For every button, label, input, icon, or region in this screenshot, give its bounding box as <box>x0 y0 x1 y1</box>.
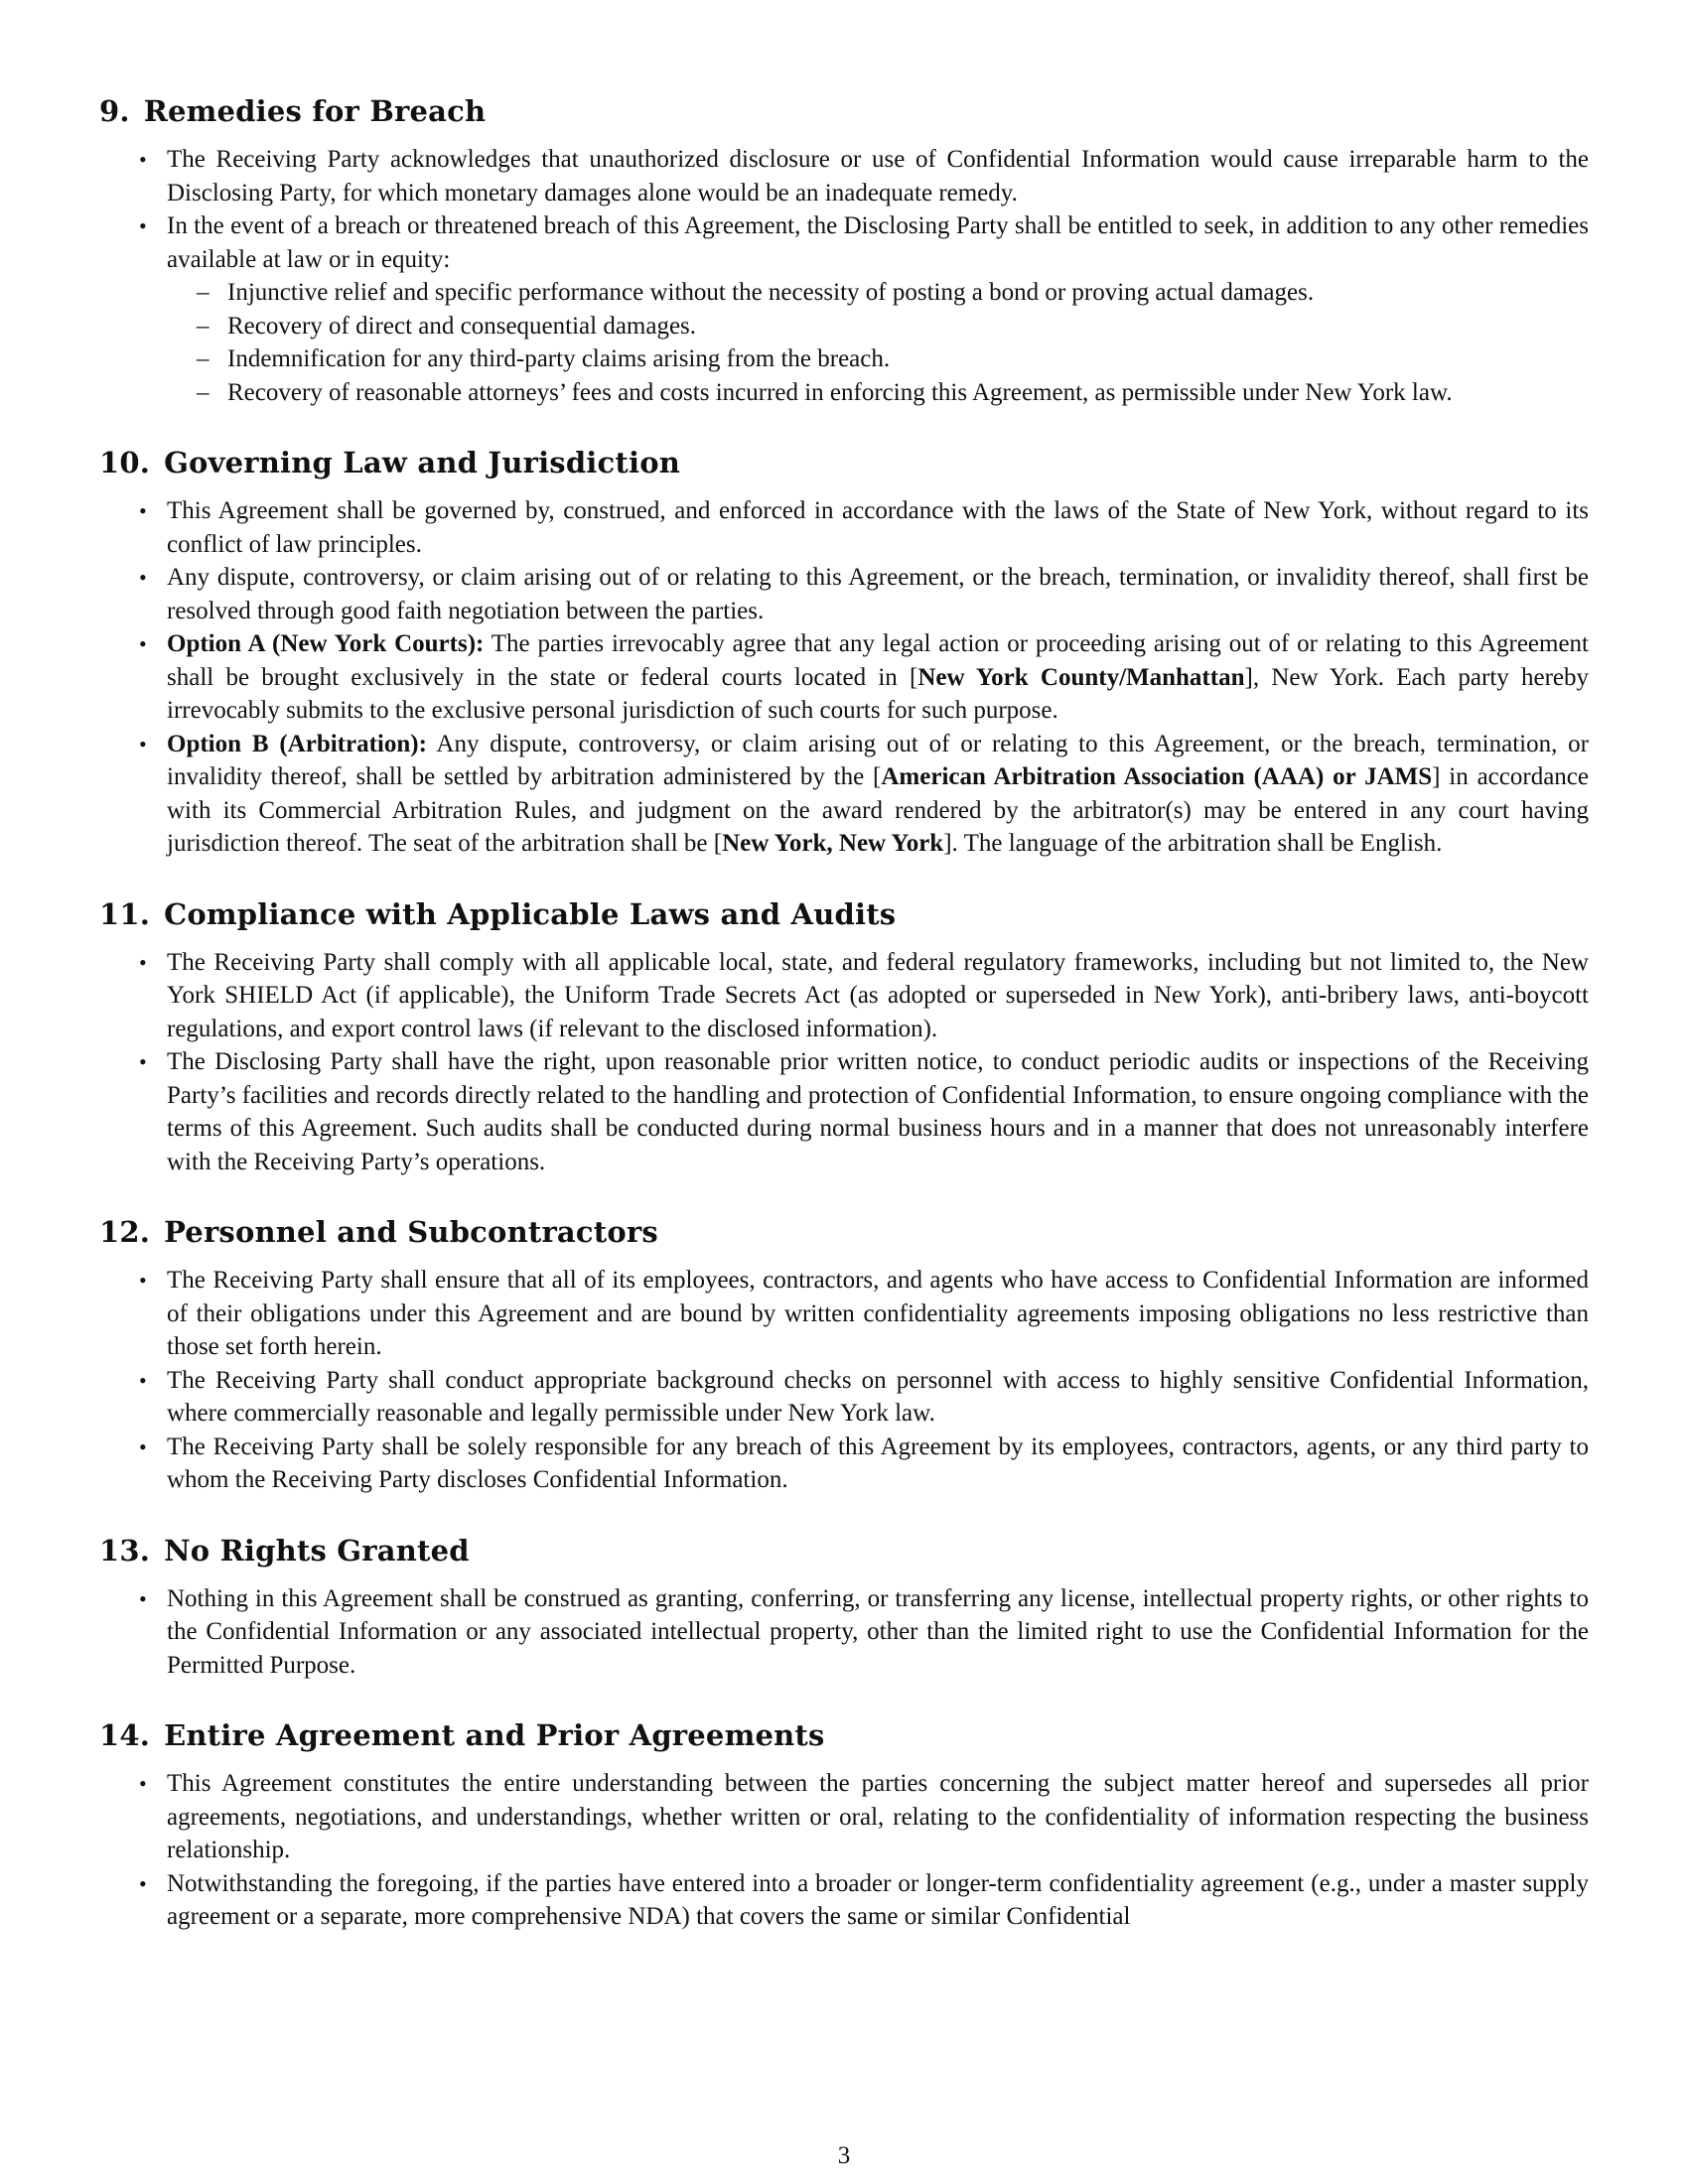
section-title: Governing Law and Jurisdiction <box>164 446 681 479</box>
sub-list-item: – Injunctive relief and specific performance without the necessity of posting a bond or proving actual damages. <box>167 276 1589 310</box>
section-number: 12. <box>99 1215 151 1249</box>
section-heading <box>99 1212 1589 1252</box>
section-title: Remedies for Breach <box>143 94 487 128</box>
section-title: Personnel and Subcontractors <box>164 1215 658 1249</box>
section-number: 9. <box>99 94 130 128</box>
sub-list-item: – Indemnification for any third-party claims arising from the breach. <box>167 342 1589 376</box>
section-14 <box>99 1715 1589 1934</box>
list-item <box>99 209 1589 409</box>
option-b-seat: New York, New York <box>722 830 944 857</box>
list-item: • The Receiving Party shall comply with all applicable local, state, and federal regulatory frameworks, including but not limited to, the New York SHIELD Act (if applicable), the Uniform Trade Secrets Act (as adopted or superseded in New York), anti-bribery laws, anti-boycott regulations, and export control laws (if relevant to the disclosed information). <box>99 946 1589 1046</box>
section-title: Entire Agreement and Prior Agreements <box>164 1718 825 1752</box>
list-item-option-b <box>99 728 1589 861</box>
section-heading <box>99 1715 1589 1755</box>
document-page <box>99 91 1589 1968</box>
bullet-list <box>99 1264 1589 1497</box>
option-b-text-end: ]. The language of the arbitration shall be English. <box>943 830 1443 857</box>
list-item: • The Receiving Party acknowledges that unauthorized disclosure or use of Confidential Information would cause irreparable harm to the Disclosing Party, for which monetary damages alone would be an inadequate remedy. <box>99 143 1589 209</box>
section-heading <box>99 1531 1589 1570</box>
list-item: • The Disclosing Party shall have the right, upon reasonable prior written notice, to conduct periodic audits or inspections of the Receiving Party’s facilities and records directly related to the handling and protection of Confidential Information, to ensure ongoing compliance with the terms of this Agreement. Such audits shall be conducted during normal business hours and in a manner that does not unreasonably interfere with the Receiving Party’s operations. <box>99 1045 1589 1178</box>
sub-list-item: – Recovery of reasonable attorneys’ fees and costs incurred in enforcing this Agreement, as permissible under New York law. <box>167 376 1589 410</box>
bullet-list <box>99 494 1589 861</box>
section-number: 14. <box>99 1718 151 1752</box>
option-b-text-mid: ] in accordance with its Commercial Arbitration Rules, and judgment on the award rendered by the arbitrator(s) may be entered in any court having jurisdiction thereof. The seat of the arbitration shall be [ <box>167 763 1589 857</box>
sub-list <box>167 276 1589 409</box>
sub-list-item: – Recovery of direct and consequential damages. <box>167 310 1589 343</box>
section-9 <box>99 91 1589 409</box>
section-12 <box>99 1212 1589 1497</box>
list-item: • Any dispute, controversy, or claim arising out of or relating to this Agreement, or the breach, termination, or invalidity thereof, shall first be resolved through good faith negotiation between the parties. <box>99 561 1589 627</box>
bullet-list <box>99 1582 1589 1683</box>
option-a-text: The parties irrevocably agree that any legal action or proceeding arising out of or relating to this Agreement shall be brought exclusively in the state or federal courts located in [ <box>167 630 1589 691</box>
section-10 <box>99 443 1589 861</box>
list-item: • This Agreement shall be governed by, construed, and enforced in accordance with the laws of the State of New York, without regard to its conflict of law principles. <box>99 494 1589 561</box>
option-a-label: Option A (New York Courts): <box>167 630 485 657</box>
list-item: • The Receiving Party shall conduct appropriate background checks on personnel with access to highly sensitive Confidential Information, where commercially reasonable and legally permissible under New York law. <box>99 1364 1589 1431</box>
list-item: • Notwithstanding the foregoing, if the parties have entered into a broader or longer-term confidentiality agreement (e.g., under a master supply agreement or a separate, more comprehensive NDA) that covers the same or similar Confidential <box>99 1867 1589 1934</box>
section-number: 11. <box>99 896 151 931</box>
section-13 <box>99 1531 1589 1683</box>
list-item: • Nothing in this Agreement shall be construed as granting, conferring, or transferring any license, intellectual property rights, or other rights to the Confidential Information or any associated intellectual property, other than the limited right to use the Confidential Information for the Permitted Purpose. <box>99 1582 1589 1683</box>
section-11 <box>99 894 1589 1179</box>
list-item-text: In the event of a breach or threatened breach of this Agreement, the Disclosing Party shall be entitled to seek, in addition to any other remedies available at law or in equity: <box>167 212 1589 273</box>
section-heading <box>99 91 1589 131</box>
list-item-option-a <box>99 627 1589 728</box>
section-heading <box>99 443 1589 482</box>
option-a-text-end: ], New York. Each party hereby irrevocably submits to the exclusive personal jurisdiction of such courts for such purpose. <box>167 663 1590 724</box>
section-title: Compliance with Applicable Laws and Audits <box>164 896 897 931</box>
section-number: 10. <box>99 446 151 479</box>
bullet-list <box>99 946 1589 1179</box>
option-a-venue: New York County/Manhattan <box>917 663 1245 691</box>
bullet-list <box>99 143 1589 409</box>
option-b-administrator: American Arbitration Association (AAA) or JAMS <box>881 763 1433 790</box>
list-item: • The Receiving Party shall be solely responsible for any breach of this Agreement by its employees, contractors, agents, or any third party to whom the Receiving Party discloses Confidential Information. <box>99 1431 1589 1497</box>
list-item: • This Agreement constitutes the entire understanding between the parties concerning the subject matter hereof and supersedes all prior agreements, negotiations, and understandings, whether written or oral, relating to the confidentiality of information respecting the business relationship. <box>99 1767 1589 1867</box>
page-number: 3 <box>837 2142 851 2169</box>
list-item: • The Receiving Party shall ensure that all of its employees, contractors, and agents who have access to Confidential Information are informed of their obligations under this Agreement and are bound by written confidentiality agreements imposing obligations no less restrictive than those set forth herein. <box>99 1264 1589 1364</box>
bullet-list <box>99 1767 1589 1934</box>
option-b-text: Any dispute, controversy, or claim arising out of or relating to this Agreement, or the breach, termination, or invalidity thereof, shall be settled by arbitration administered by the [ <box>167 730 1589 790</box>
section-heading <box>99 894 1589 934</box>
section-title: No Rights Granted <box>164 1533 470 1568</box>
option-b-label: Option B (Arbitration): <box>167 730 427 757</box>
section-number: 13. <box>99 1533 151 1568</box>
